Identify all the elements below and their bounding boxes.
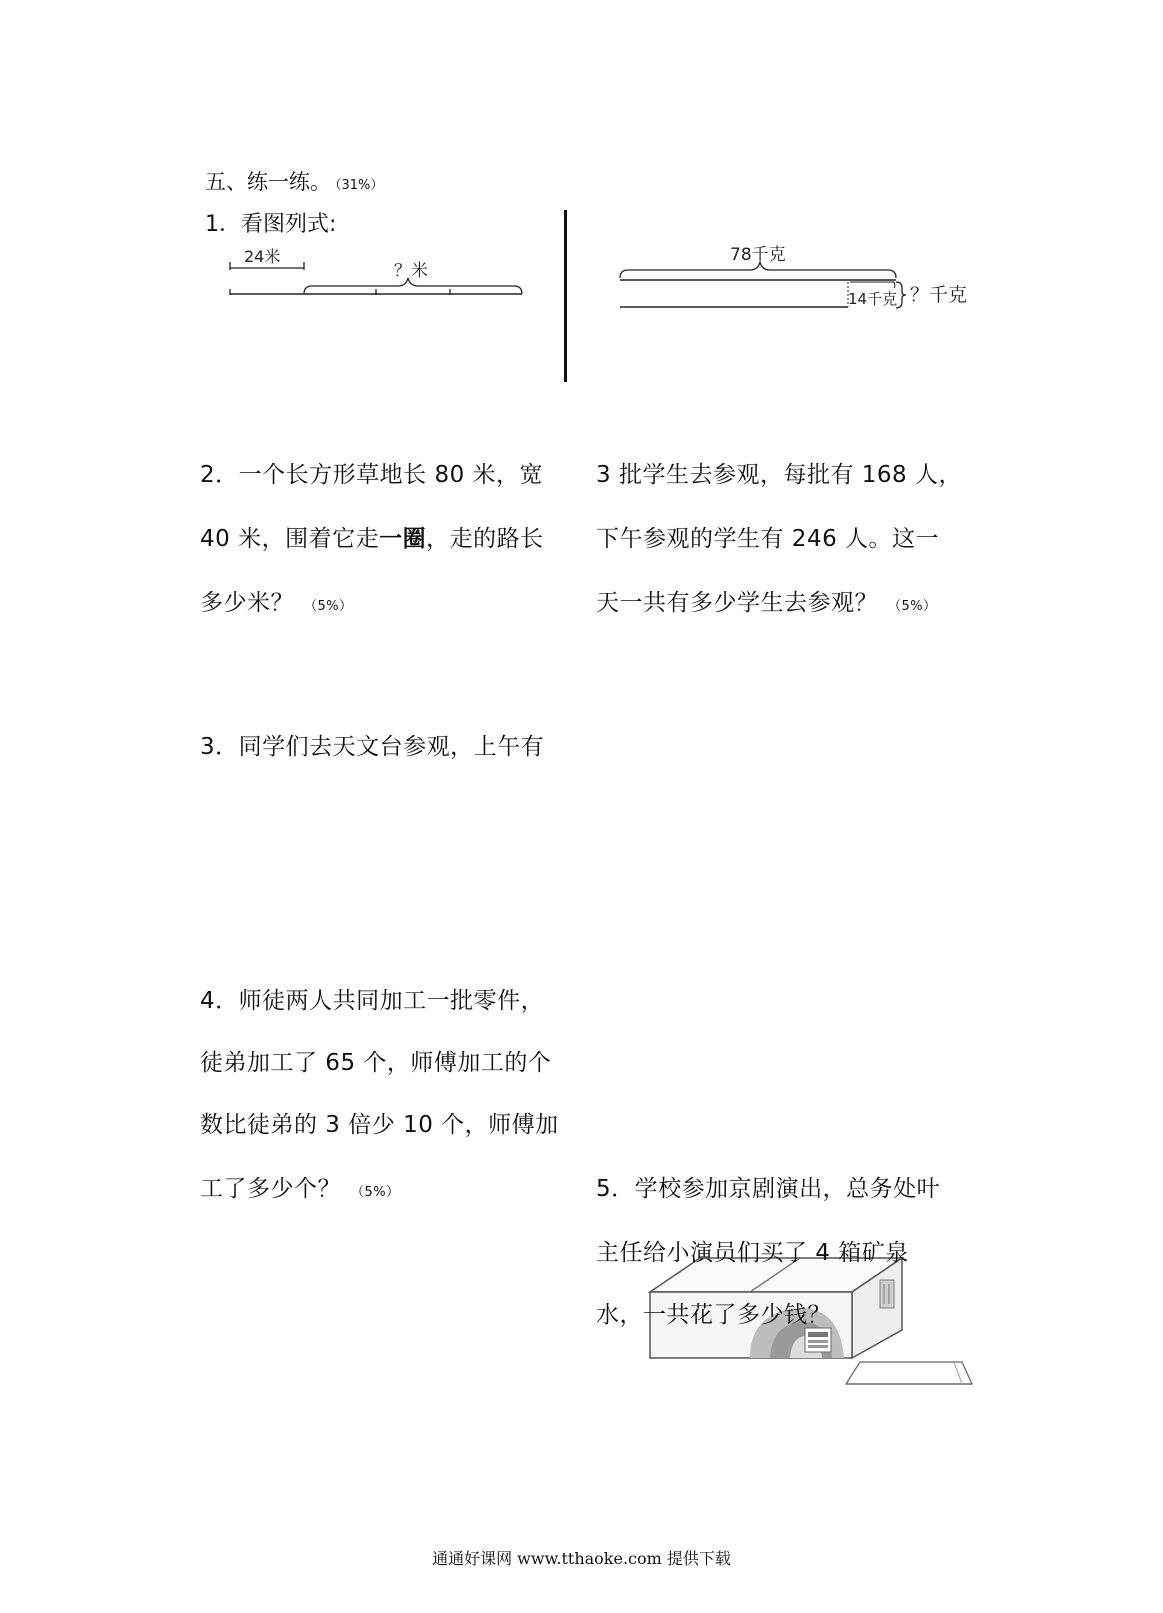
q5-line-3: 水，一共花了多少钱？ <box>596 1302 831 1328</box>
q2-line-3 <box>200 584 353 617</box>
column-divider <box>564 210 567 382</box>
q1-left-known-label: 24米 <box>244 247 281 266</box>
q4-score: （5%） <box>351 1185 400 1200</box>
q1-right-unknown-label: ？千克 <box>910 284 968 306</box>
q1-right-diagram <box>612 238 982 318</box>
q3-score: （5%） <box>888 599 937 614</box>
q2-score: （5%） <box>304 599 353 614</box>
q1-right-total-label: 78千克 <box>730 245 786 265</box>
q4-line-2: 徒弟加工了 65 个，师傅加工的个 <box>200 1050 552 1076</box>
q2-line-2-start: 40 米，围着它走 <box>200 526 380 552</box>
q3-line-2: 3 批学生去参观，每批有 168 人， <box>596 462 962 488</box>
q4-line-4 <box>200 1170 400 1203</box>
q2-line-1: 2．一个长方形草地长 80 米，宽 <box>200 462 544 488</box>
q1-label: 1．看图列式: <box>205 212 337 237</box>
q2-emphasis: 一圈 <box>379 526 427 552</box>
q2-line-3-text: 多少米？ <box>200 590 294 616</box>
q5-line-1: 5．学校参加京剧演出，总务处叶 <box>596 1176 941 1202</box>
section-title-text: 五、练一练。 <box>205 170 331 194</box>
q2-line-2 <box>200 520 544 553</box>
q4-line-4-text: 工了多少个？ <box>200 1176 341 1202</box>
section-score: （31%） <box>335 178 384 193</box>
footer-watermark: 通通好课网 www.tthaoke.com 提供下载 <box>432 1549 731 1568</box>
section-title <box>205 166 383 196</box>
q4-line-1: 4．师徒两人共同加工一批零件， <box>200 988 545 1014</box>
q3-line-1: 3．同学们去天文台参观，上午有 <box>200 734 545 760</box>
q3-line-4 <box>596 584 937 617</box>
q1-right-diff-label: 14千克 <box>848 290 898 308</box>
q5-line-2: 主任给小演员们买了 4 箱矿泉 <box>596 1240 909 1266</box>
q3-line-3: 下午参观的学生有 246 人。这一 <box>596 526 940 552</box>
q4-line-3: 数比徒弟的 3 倍少 10 个，师傅加 <box>200 1112 559 1138</box>
q1-left-unknown-label: ？米 <box>394 261 428 281</box>
q3-line-4-text: 天一共有多少学生去参观？ <box>596 590 878 616</box>
q1-left-diagram <box>220 240 530 310</box>
q2-line-2-end: ，走的路长 <box>426 526 544 552</box>
